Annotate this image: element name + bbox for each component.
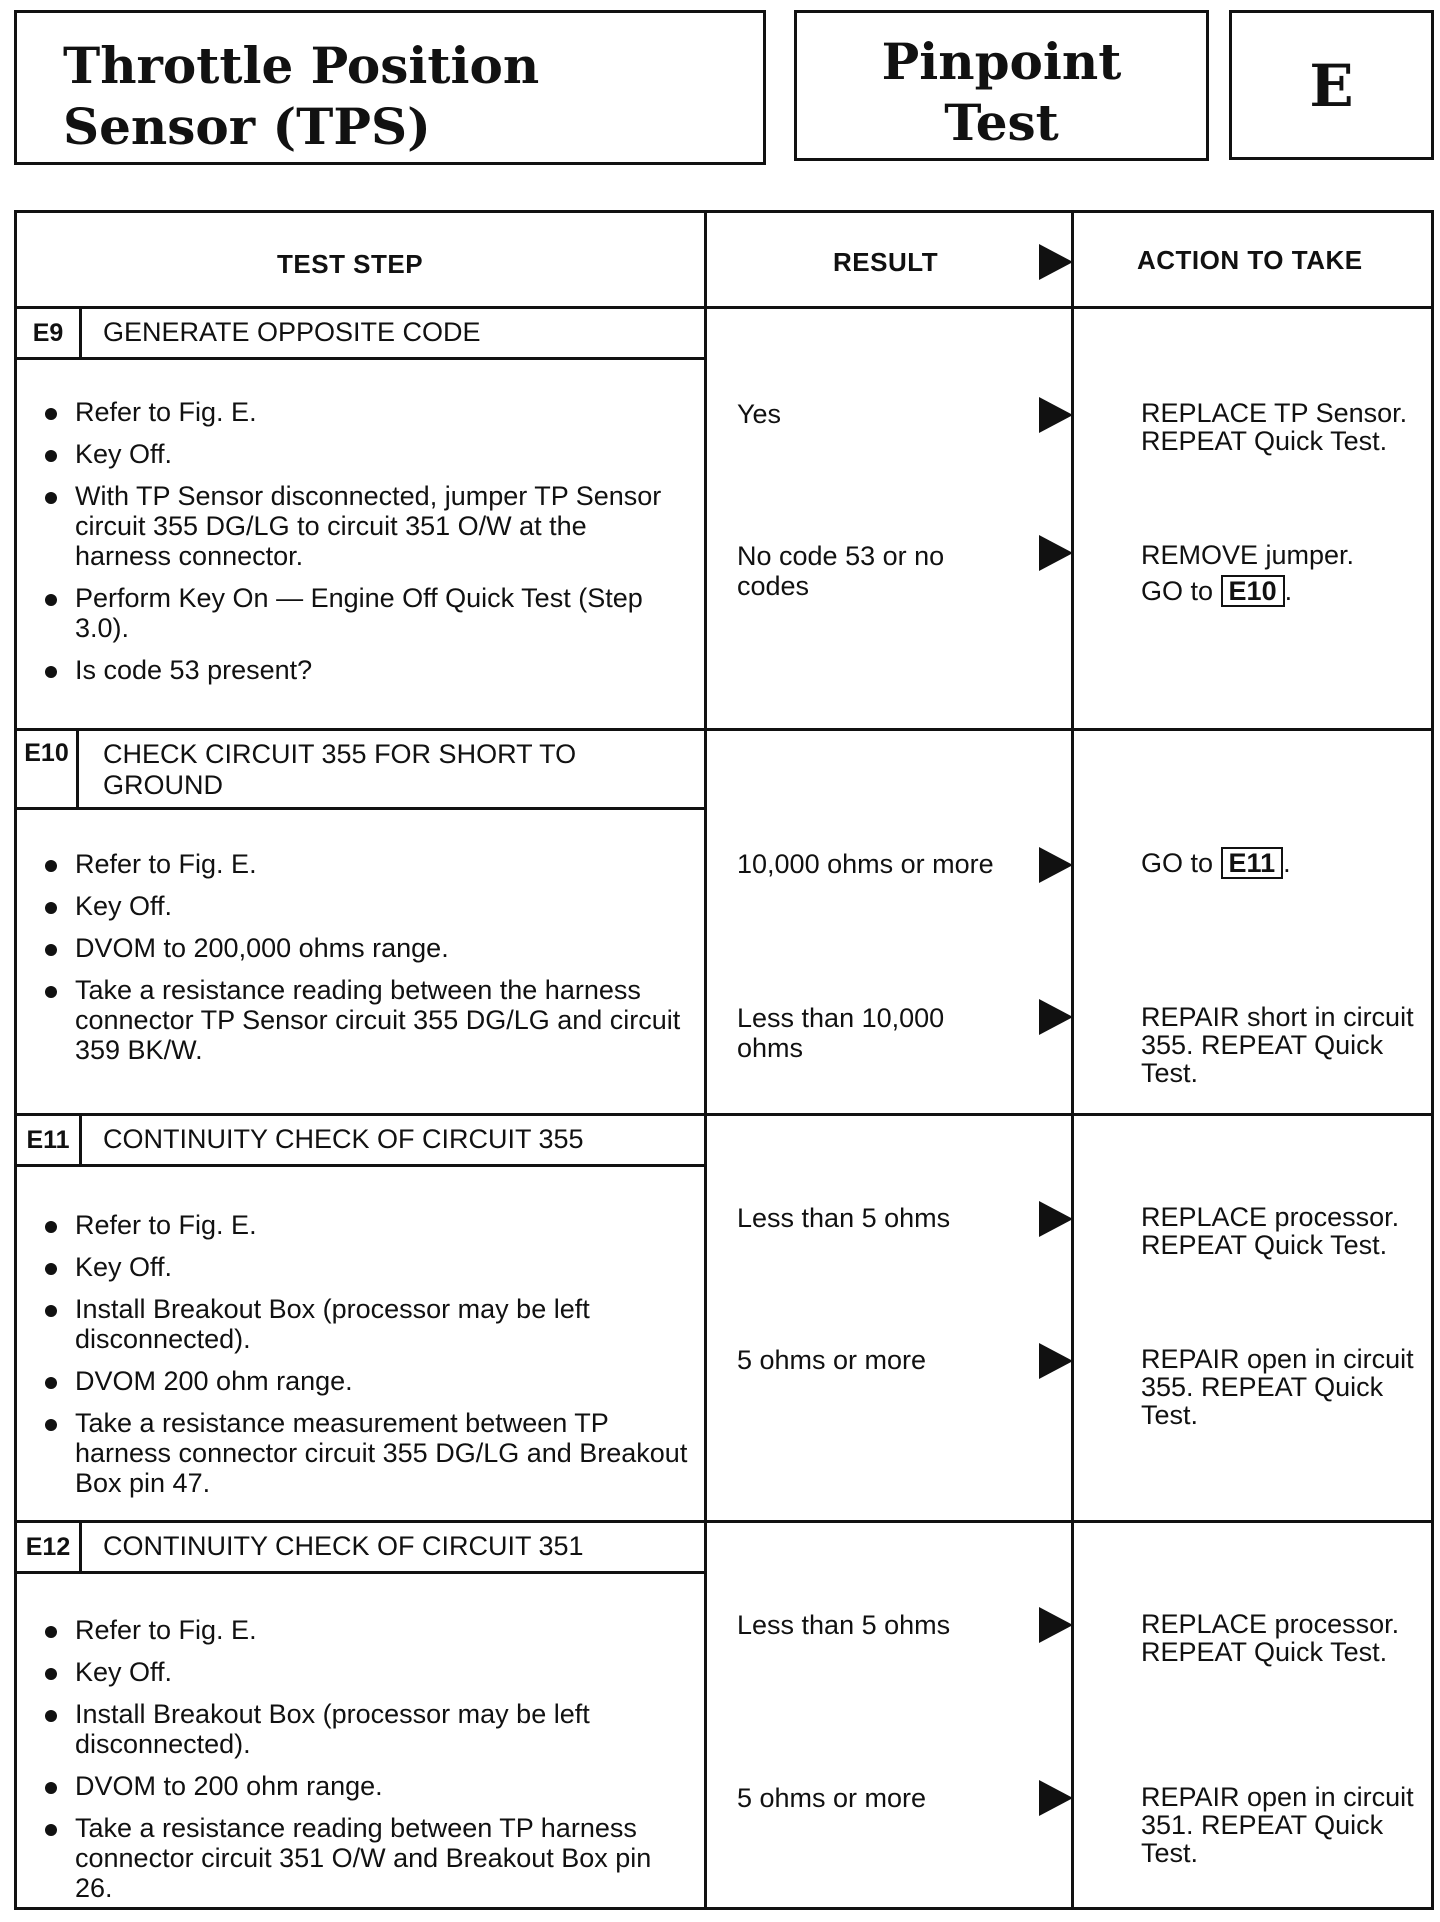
action-text: REPAIR open in circuit 351. REPEAT Quick Test. [1141, 1782, 1414, 1868]
column-header-test-step: TEST STEP [277, 249, 424, 279]
action-text: REPAIR short in circuit 355. REPEAT Quick Test. [1141, 1002, 1414, 1088]
bullet-item: Refer to Fig. E. [39, 397, 689, 427]
test-type-line-2: Test [944, 93, 1059, 152]
result-text: Less than 10,000 ohms [737, 1003, 945, 1063]
step-title: CONTINUITY CHECK OF CIRCUIT 355 [103, 1124, 584, 1154]
bullet-item: Key Off. [39, 891, 689, 921]
bullet-item: Refer to Fig. E. [39, 849, 689, 879]
bullet-item: Key Off. [39, 439, 689, 469]
step-title: GENERATE OPPOSITE CODE [103, 317, 481, 347]
bullet-item: Install Breakout Box (processor may be left disconnected). [39, 1294, 689, 1354]
title-line-2: Sensor (TPS) [63, 97, 431, 156]
arrow-icon [1039, 847, 1073, 883]
action-text: REPLACE processor. REPEAT Quick Test. [1141, 1202, 1400, 1260]
step-bullets [39, 849, 689, 1077]
goto-line [1141, 575, 1440, 607]
arrow-icon [1039, 1780, 1073, 1816]
step-code: E12 [17, 1523, 82, 1571]
section-letter: E [1309, 52, 1354, 120]
pinpoint-test-table [14, 210, 1434, 1910]
step-title: CONTINUITY CHECK OF CIRCUIT 351 [103, 1531, 584, 1561]
action-text: REPLACE TP Sensor. REPEAT Quick Test. [1141, 398, 1408, 456]
bullet-item: Refer to Fig. E. [39, 1210, 689, 1240]
bullet-item: DVOM to 200,000 ohms range. [39, 933, 689, 963]
result-text: No code 53 or no codes [737, 541, 945, 601]
step-bullets [39, 1210, 689, 1510]
bullet-item: Key Off. [39, 1657, 689, 1687]
action-text [1141, 541, 1440, 607]
action-text: REPLACE processor. REPEAT Quick Test. [1141, 1609, 1400, 1667]
goto-label: GO to [1141, 848, 1214, 878]
step-code: E10 [17, 731, 79, 807]
bullet-item: Is code 53 present? [39, 655, 689, 685]
step-header [17, 1116, 704, 1167]
step-title: CHECK CIRCUIT 355 FOR SHORT TO GROUND [103, 739, 577, 800]
arrow-icon [1039, 535, 1073, 571]
column-divider-2 [1071, 213, 1074, 1907]
section-box [1229, 10, 1434, 160]
bullet-item: Key Off. [39, 1252, 689, 1282]
goto-suffix: . [1283, 848, 1291, 878]
bullet-item: DVOM to 200 ohm range. [39, 1771, 689, 1801]
title-box [14, 10, 766, 165]
bullet-item: Take a resistance reading between TP harness connector circuit 351 O/W and Breakout Box pin 26. [39, 1813, 689, 1903]
bullet-item: Refer to Fig. E. [39, 1615, 689, 1645]
arrow-icon [1039, 999, 1073, 1035]
arrow-icon [1039, 244, 1073, 280]
goto-ref: E10 [1221, 575, 1285, 607]
test-type-label [797, 31, 1206, 153]
arrow-icon [1039, 397, 1073, 433]
bullet-item: Install Breakout Box (processor may be left disconnected). [39, 1699, 689, 1759]
test-type-box [794, 10, 1209, 161]
bullet-item: Take a resistance reading between the harness connector TP Sensor circuit 355 DG/LG and circuit 359 BK/W. [39, 975, 689, 1065]
title-line-1: Throttle Position [63, 36, 540, 95]
arrow-icon [1039, 1343, 1073, 1379]
step-header [17, 309, 704, 360]
result-text: Yes [737, 399, 782, 429]
step-header [17, 731, 704, 810]
goto-label: GO to [1141, 576, 1214, 606]
action-line: REMOVE jumper. [1141, 540, 1355, 570]
arrow-icon [1039, 1607, 1073, 1643]
goto-suffix: . [1284, 576, 1293, 606]
goto-ref: E11 [1221, 847, 1284, 879]
result-text: 10,000 ohms or more [737, 849, 994, 879]
result-text: 5 ohms or more [737, 1783, 927, 1813]
arrow-icon [1039, 1201, 1073, 1237]
bullet-item: DVOM 200 ohm range. [39, 1366, 689, 1396]
column-divider-1 [704, 213, 707, 1907]
action-text: REPAIR open in circuit 355. REPEAT Quick Test. [1141, 1344, 1414, 1430]
step-bullets [39, 397, 689, 697]
step-code: E11 [17, 1116, 82, 1164]
column-header-result: RESULT [833, 247, 939, 277]
result-text: Less than 5 ohms [737, 1203, 951, 1233]
step-header [17, 1523, 704, 1574]
step-code: E9 [17, 309, 82, 357]
step-bullets [39, 1615, 689, 1915]
bullet-item: Take a resistance measurement between TP harness connector circuit 355 DG/LG and Breakout Box pin 47. [39, 1408, 689, 1498]
result-text: Less than 5 ohms [737, 1610, 951, 1640]
action-text [1141, 847, 1440, 879]
test-type-line-1: Pinpoint [881, 32, 1122, 91]
bullet-item: With TP Sensor disconnected, jumper TP Sensor circuit 355 DG/LG to circuit 351 O/W at the harness connector. [39, 481, 689, 571]
result-text: 5 ohms or more [737, 1345, 927, 1375]
column-header-action: ACTION TO TAKE [1137, 245, 1363, 275]
page-title [63, 35, 539, 157]
bullet-item: Perform Key On — Engine Off Quick Test (Step 3.0). [39, 583, 689, 643]
